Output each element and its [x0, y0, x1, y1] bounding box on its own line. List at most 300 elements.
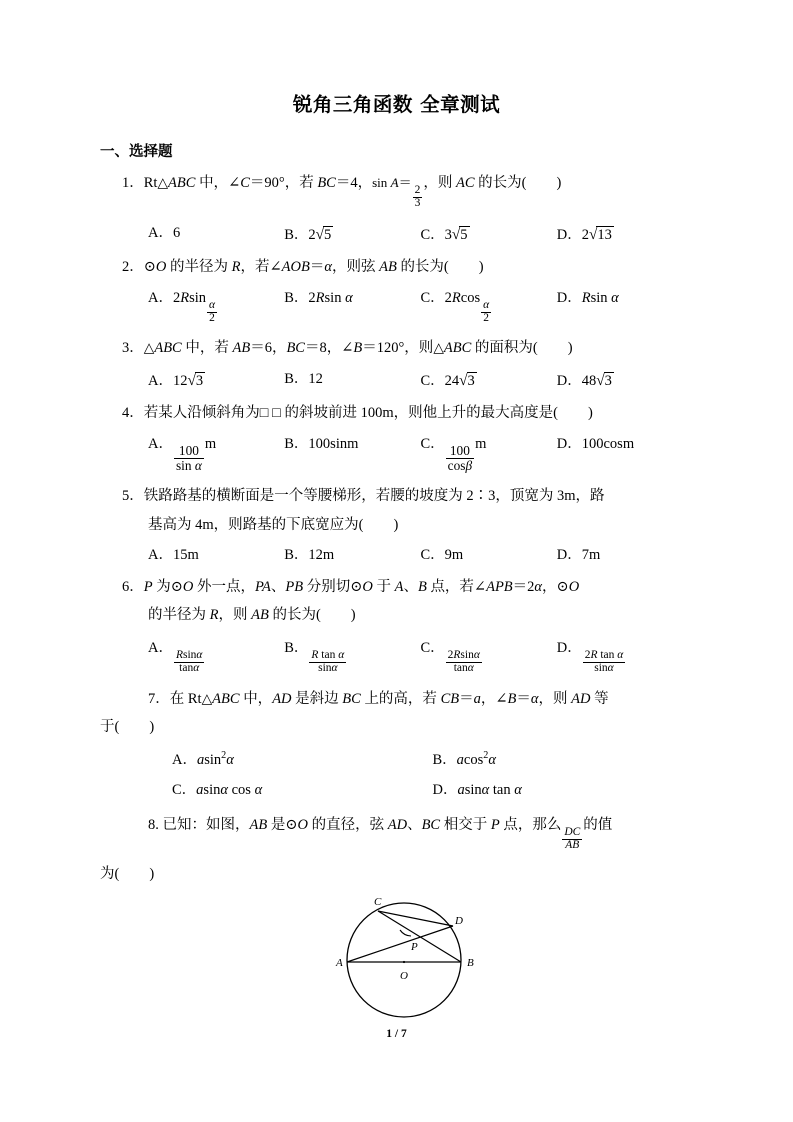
question-4-options: [100, 421, 693, 473]
question-4-stem: [100, 389, 693, 421]
question-6-stem-line-1: [100, 563, 693, 595]
q2-opt-c-fn: cos: [460, 289, 481, 306]
q4-opt-a-num: 100: [174, 444, 204, 459]
q1-t2: ＝90°，若: [249, 175, 318, 191]
q1-opt-a-label: A．: [148, 224, 173, 241]
q8-t2: 是⊙: [267, 816, 298, 833]
q2-opt-b-coef: 2: [308, 289, 316, 306]
q2-o: O: [155, 259, 167, 276]
odot-icon: ⊙: [143, 259, 156, 276]
label-P: P: [411, 941, 418, 953]
q4-opt-a-label: A．: [148, 435, 173, 452]
q1-bc: BC: [317, 175, 336, 191]
q3-opt-c-label: C．: [420, 372, 445, 389]
radical-icon: √: [588, 225, 598, 243]
circle-diagram-svg: [318, 886, 508, 1026]
section-heading: 一、选择题: [100, 143, 173, 160]
q3-opt-d-label: D．: [556, 372, 582, 389]
q2-opt-a-num: α: [209, 299, 216, 312]
q2-opt-b-arg: α: [345, 289, 353, 306]
question-7-stem-line-2: [100, 706, 693, 735]
q7-opt-b-arg: α: [488, 751, 496, 768]
q1-number: 1．: [122, 175, 144, 191]
q3-opt-c-coef: 24: [444, 372, 460, 389]
q8-ab: AB: [249, 816, 268, 833]
q2-opt-b-R: R: [315, 289, 325, 306]
q7-ad: AD: [272, 690, 292, 707]
q7-opt-a-fn: sin: [204, 751, 222, 768]
q7-t9: 等: [590, 690, 609, 707]
q6-number: 6．: [122, 578, 144, 595]
q7-t4: 上的高，若: [360, 690, 441, 707]
q7-t2: 中，: [239, 690, 273, 707]
q4-t2: 的斜坡前进 100m，则他上升的最大高度是(: [280, 405, 559, 422]
q7-bc: BC: [342, 690, 361, 707]
question-2: [100, 243, 693, 324]
q3-opt-a-label: A．: [148, 372, 173, 389]
q7-opt-b-fn: cos: [463, 751, 484, 768]
question-8: [100, 798, 693, 882]
q2-number: 2．: [122, 259, 144, 276]
q2-opt-c-label: C．: [420, 289, 445, 306]
missing-glyph-box-icon: □: [259, 405, 269, 422]
q5-number: 5．: [122, 488, 144, 505]
q1-t6: ): [556, 175, 562, 191]
question-5-options: [100, 532, 693, 563]
q4-opt-b-value: 100sinm: [308, 435, 359, 452]
q6-opt-c-R: R: [453, 649, 461, 662]
q1-opt-d-coef: 2: [581, 226, 589, 243]
q4-option-b[interactable]: [284, 437, 420, 473]
q6-t6: 、: [403, 578, 418, 595]
q4-opt-a-unit: m: [204, 435, 217, 452]
q1-frac-numerator: 2: [414, 184, 421, 197]
q1-option-a[interactable]: [148, 226, 284, 243]
q6-opt-d-numarg: α: [617, 649, 624, 662]
q7-l2-t2: ): [149, 719, 155, 736]
q7-a: a: [473, 690, 481, 707]
q6-opt-d-label: D．: [556, 639, 582, 656]
triangle-symbol: △: [157, 175, 169, 190]
q5-option-a[interactable]: [148, 548, 284, 563]
q5-option-d[interactable]: [557, 548, 693, 563]
label-B: B: [467, 957, 474, 969]
q6-opt-d-R: R: [590, 649, 598, 662]
q7-cb: CB: [440, 690, 460, 707]
q7-opt-d-a: a: [457, 782, 465, 799]
q4-opt-d-label: D．: [556, 435, 582, 452]
q3-t2: ＝6，: [250, 340, 287, 357]
q2-t4: 的长为(: [396, 259, 449, 276]
q6-l2-t1: 的半径为: [148, 607, 210, 624]
q2-alpha: α: [324, 259, 332, 276]
q6-apb: APB: [486, 578, 513, 595]
q6-l2-t2: ，则: [218, 607, 252, 624]
question-3-options: [100, 356, 693, 389]
q6-opt-c-label: C．: [420, 639, 445, 656]
question-1-stem: [100, 159, 693, 210]
q5-option-b[interactable]: [284, 548, 420, 563]
q2-opt-c-coef: 2: [444, 289, 452, 306]
label-C: C: [374, 896, 382, 908]
q4-t3: ): [588, 405, 593, 422]
question-8-stem-line-1: [100, 798, 693, 852]
chord-line-AD: [347, 926, 453, 962]
q6-a: A: [394, 578, 404, 595]
q3-b: B: [353, 340, 363, 357]
q8-l2-t2: ): [149, 866, 155, 883]
q2-t1: 的半径为: [166, 259, 232, 276]
q2-eq: ＝: [309, 259, 325, 276]
q3-t6: ): [567, 340, 573, 357]
q6-opt-a-R: R: [175, 649, 183, 662]
q3-option-b[interactable]: [284, 372, 420, 389]
question-1-options: [100, 210, 693, 243]
q1-fraction: [413, 185, 423, 209]
question-3: [100, 324, 693, 389]
q6-o: O: [182, 578, 194, 595]
q1-option-b[interactable]: [284, 226, 420, 243]
q6-t9: ，⊙: [542, 578, 569, 595]
q6-alpha: α: [534, 578, 543, 595]
q1-t-rt: Rt: [143, 175, 158, 191]
q6-opt-c-fraction: [446, 650, 482, 674]
q7-opt-a-sup: 2: [221, 749, 227, 761]
q5-opt-a-label: A．: [148, 547, 173, 564]
q6-opt-d-fraction: [583, 650, 626, 674]
q8-ad: AD: [387, 816, 408, 833]
question-1: [100, 159, 693, 243]
q2-opt-b-label: B．: [284, 289, 309, 306]
q6-opt-a-label: A．: [148, 639, 173, 656]
q8-bc: BC: [421, 816, 441, 833]
question-6-options: [100, 623, 693, 675]
q5-opt-c-value: 9m: [444, 547, 464, 564]
q4-opt-a-fraction: [174, 444, 204, 472]
q6-pb: PB: [285, 578, 304, 595]
q6-opt-b-denfn: sin: [318, 662, 332, 675]
question-6-stem-line-2: [100, 594, 693, 623]
q1-opt-b-coef: 2: [308, 226, 316, 243]
q7-opt-d-fn: sin: [464, 782, 482, 799]
q8-o: O: [297, 816, 308, 833]
q7-t5: ＝: [459, 690, 474, 707]
q2-t2: ，若∠: [240, 259, 282, 276]
q6-opt-a-denfn: tan: [179, 662, 194, 675]
q6-p: P: [143, 578, 153, 595]
q7-opt-c-arg2: α: [254, 782, 263, 799]
q6-opt-a-fraction: [174, 650, 204, 674]
question-7-stem-line-1: [100, 675, 693, 707]
page-title: 锐角三角函数 全章测试: [292, 93, 501, 116]
q7-t8: ，则: [538, 690, 572, 707]
q1-opt-c-label: C．: [420, 226, 445, 243]
q6-opt-b-numfn: tan: [318, 649, 339, 662]
q6-opt-b-R: R: [311, 649, 319, 662]
question-5-stem-line-2: [100, 504, 693, 533]
q7-opt-d-arg2: α: [514, 782, 522, 799]
radical-icon: √: [596, 371, 605, 389]
q6-opt-d-denfn: sin: [594, 662, 608, 675]
q5-opt-b-value: 12m: [308, 547, 335, 564]
q7-opt-a-a: a: [196, 751, 205, 768]
q3-option-a[interactable]: [148, 372, 284, 389]
center-point-O: [403, 961, 405, 963]
q7-opt-b-sup: 2: [483, 749, 489, 761]
q7-opt-c-fn: sin: [203, 782, 221, 799]
q4-option-d[interactable]: [557, 437, 693, 473]
q4-opt-a-den-fn: sin: [175, 457, 195, 473]
q3-number: 3．: [122, 340, 144, 357]
q2-option-d[interactable]: [557, 291, 693, 325]
q5-text-3: ): [393, 516, 399, 533]
q7-option-d[interactable]: [433, 783, 694, 798]
q7-option-a[interactable]: [172, 751, 433, 767]
q2-aob: AOB: [281, 259, 310, 276]
q7-t7: ＝: [516, 690, 531, 707]
question-7: [100, 675, 693, 798]
q6-l2-ab: AB: [251, 607, 269, 624]
q1-t1: 中，: [195, 175, 229, 191]
q1-opt-a-value: 6: [172, 224, 181, 241]
q1-eq: ＝: [398, 175, 412, 190]
q6-opt-c-denarg: α: [467, 662, 474, 675]
q1-option-d[interactable]: [557, 226, 693, 243]
q4-t1: 若某人沿倾斜角为: [143, 405, 260, 422]
q8-t3: 的直径，弦: [307, 816, 388, 833]
q6-l2-r: R: [209, 607, 219, 624]
q2-opt-a-R: R: [180, 289, 190, 306]
q5-text-1: 铁路路基的横断面是一个等腰梯形，若腰的坡度为 2∶3，顶宽为 3m，路: [143, 488, 605, 505]
q6-opt-b-fraction: [309, 650, 346, 674]
q8-frac-num: DC: [564, 826, 581, 839]
q6-option-c[interactable]: [421, 641, 557, 675]
q3-opt-b-value: 12: [308, 370, 323, 387]
q7-number: 7．: [148, 690, 170, 707]
question-4: [100, 389, 693, 472]
q4-option-a[interactable]: [148, 437, 284, 473]
q4-option-c[interactable]: [421, 437, 557, 473]
q6-l2-t4: ): [350, 607, 356, 624]
q6-t7: 点，若∠: [426, 578, 487, 595]
q5-option-c[interactable]: [421, 548, 557, 563]
q3-abc2: ABC: [443, 340, 472, 357]
q7-opt-c-fn2: cos: [227, 782, 255, 799]
q4-opt-c-fraction: [446, 444, 474, 472]
radical-icon: √: [451, 225, 461, 243]
q4-opt-c-num: 100: [446, 444, 474, 459]
q8-t5: 相交于: [440, 816, 491, 833]
q3-opt-b-label: B．: [284, 370, 309, 387]
q8-number: 8.: [148, 816, 159, 833]
q2-opt-d-arg: α: [611, 289, 619, 306]
q5-opt-d-value: 7m: [581, 547, 601, 564]
q7-alpha: α: [530, 690, 539, 707]
q1-ac: AC: [456, 175, 475, 191]
q2-opt-c-R: R: [451, 289, 461, 306]
q2-opt-a-label: A．: [148, 289, 173, 306]
q3-t1: 中，若: [181, 340, 233, 357]
question-2-options: [100, 275, 693, 325]
q8-t7: 的值: [583, 816, 613, 833]
q3-option-c[interactable]: [421, 372, 557, 389]
q1-opt-b-radicand: 5: [324, 226, 332, 243]
q6-t3: 、: [270, 578, 286, 595]
q7-opt-c-a: a: [196, 782, 204, 799]
q6-opt-c-numfn: sin: [460, 649, 474, 662]
q2-opt-c-fraction: [481, 300, 491, 324]
q3-opt-a-radicand: 3: [195, 372, 204, 389]
radical-icon: √: [459, 371, 468, 389]
q3-t5: 的面积为(: [471, 340, 538, 357]
q1-t3: ＝4，: [335, 175, 373, 191]
q7-ad2: AD: [571, 690, 591, 707]
q7-opt-d-arg: α: [481, 782, 490, 799]
q8-p: P: [490, 816, 500, 833]
q5-opt-b-label: B．: [284, 547, 309, 564]
q2-opt-a-coef: 2: [172, 289, 181, 306]
radical-icon: √: [187, 371, 196, 389]
q4-opt-d-value: 100cosm: [581, 435, 635, 452]
q6-opt-c-coef: 2: [447, 649, 454, 662]
q1-opt-d-radicand: 13: [597, 226, 612, 243]
q1-c: C: [240, 175, 250, 191]
q6-t4: 分别切⊙: [303, 578, 363, 595]
q2-ab: AB: [379, 259, 397, 276]
q7-opt-b-label: B．: [432, 751, 457, 768]
q4-opt-c-unit: m: [475, 435, 487, 452]
q7-abc: ABC: [212, 690, 240, 707]
q6-opt-d-numfn: tan: [597, 649, 618, 662]
q2-opt-d-R: R: [581, 289, 591, 306]
q7-l2-t1: 于(: [100, 719, 120, 736]
q2-option-b[interactable]: [284, 291, 420, 325]
radical-icon: √: [315, 225, 325, 243]
q3-option-d[interactable]: [557, 372, 693, 389]
question-8-stem-line-2: [100, 851, 693, 882]
q4-number: 4．: [122, 405, 144, 422]
q8-t4: 、: [407, 816, 422, 833]
q1-opt-c-radicand: 5: [460, 226, 468, 243]
q6-opt-c-numarg: α: [473, 649, 480, 662]
q5-opt-d-label: D．: [556, 547, 582, 564]
q4-opt-a-den-arg: α: [194, 457, 202, 473]
q6-opt-c-denfn: tan: [453, 662, 468, 675]
q2-option-a[interactable]: [148, 291, 284, 325]
q6-option-b[interactable]: [284, 641, 420, 675]
q7-opt-b-a: a: [456, 751, 464, 768]
q6-opt-a-numfn: sin: [183, 649, 197, 662]
q6-t1: 为⊙: [152, 578, 183, 595]
q4-opt-c-den-fn: cos: [447, 457, 466, 473]
q2-option-c[interactable]: [421, 291, 557, 325]
q7-opt-c-arg: α: [220, 782, 228, 799]
chord-line-CB: [378, 911, 461, 962]
q4-opt-c-den-arg: β: [465, 457, 473, 473]
q7-opt-d-label: D．: [432, 782, 458, 799]
q1-opt-c-coef: 3: [444, 226, 452, 243]
q7-opt-c-label: C．: [172, 782, 197, 799]
q7-opt-a-label: A．: [172, 751, 197, 768]
q2-opt-b-fn: sin: [324, 289, 346, 306]
q6-option-a[interactable]: [148, 641, 284, 675]
q1-a: A: [390, 175, 399, 190]
q6-opt-d-coef: 2: [584, 649, 591, 662]
q2-t3: ，则弦: [331, 259, 380, 276]
triangle-symbol: △: [201, 690, 213, 706]
q5-opt-c-label: C．: [420, 547, 445, 564]
circle-outline: [347, 903, 461, 1017]
q4-opt-b-label: B．: [284, 435, 309, 452]
q7-opt-d-fn2: tan: [489, 782, 515, 799]
q2-opt-d-fn: sin: [590, 289, 612, 306]
q1-t5: 的长为(: [474, 175, 527, 191]
q8-l2-t1: 为(: [100, 866, 120, 883]
q8-frac-den: AB: [565, 838, 580, 851]
q7-option-b[interactable]: [433, 751, 694, 767]
angle-symbol: ∠: [228, 175, 241, 191]
q3-bc: BC: [286, 340, 305, 357]
label-A: A: [336, 957, 343, 969]
question-5-stem-line-1: [100, 472, 693, 504]
question-6: [100, 563, 693, 675]
circle-diagram-figure: [318, 886, 508, 1026]
q1-abc: ABC: [168, 175, 196, 191]
q3-abc: ABC: [154, 340, 182, 357]
q6-opt-b-numarg: α: [338, 649, 345, 662]
q7-b: B: [507, 690, 517, 707]
q8-fraction: [562, 827, 582, 851]
q6-option-d[interactable]: [557, 641, 693, 675]
q6-t2: 外一点，: [193, 578, 255, 595]
label-D: D: [455, 915, 463, 927]
triangle-symbol: △: [143, 340, 155, 356]
q1-sin: sin: [372, 175, 391, 190]
q3-opt-c-radicand: 3: [467, 372, 475, 389]
q5-text-2: 基高为 4m，则路基的下底宽应为(: [148, 516, 364, 533]
missing-glyph-box-icon: □: [272, 405, 281, 422]
q7-option-c[interactable]: [172, 783, 433, 798]
q3-ab: AB: [232, 340, 251, 357]
q3-opt-d-radicand: 3: [604, 372, 612, 389]
q3-t4: ＝120°，则: [362, 340, 434, 357]
q5-opt-a-value: 15m: [172, 547, 199, 564]
q7-t1: 在 Rt: [169, 690, 202, 707]
q2-opt-a-fn: sin: [189, 289, 207, 306]
q6-opt-b-denarg: α: [331, 662, 338, 675]
q6-opt-a-denarg: α: [193, 662, 200, 675]
q2-opt-d-label: D．: [556, 289, 582, 306]
q7-t3: 是斜边: [291, 690, 343, 707]
q6-t5: 于: [372, 578, 395, 595]
q3-opt-d-coef: 48: [581, 372, 597, 389]
q2-opt-a-fraction: [207, 300, 217, 324]
q6-l2-t3: 的长为(: [268, 607, 321, 624]
q1-t4: ，则: [423, 175, 457, 191]
q3-opt-a-coef: 12: [172, 372, 188, 389]
question-2-stem: [100, 243, 693, 275]
q6-b: B: [417, 578, 427, 595]
question-7-options-row-1: [100, 735, 693, 767]
q1-option-c[interactable]: [421, 226, 557, 243]
q2-opt-c-den: 2: [483, 311, 489, 324]
q2-opt-a-den: 2: [209, 311, 215, 324]
triangle-symbol: △: [433, 340, 444, 356]
q6-o2: O: [362, 578, 373, 595]
q2-t5: ): [478, 259, 484, 276]
label-O: O: [400, 970, 408, 982]
q1-opt-b-label: B．: [284, 226, 309, 243]
